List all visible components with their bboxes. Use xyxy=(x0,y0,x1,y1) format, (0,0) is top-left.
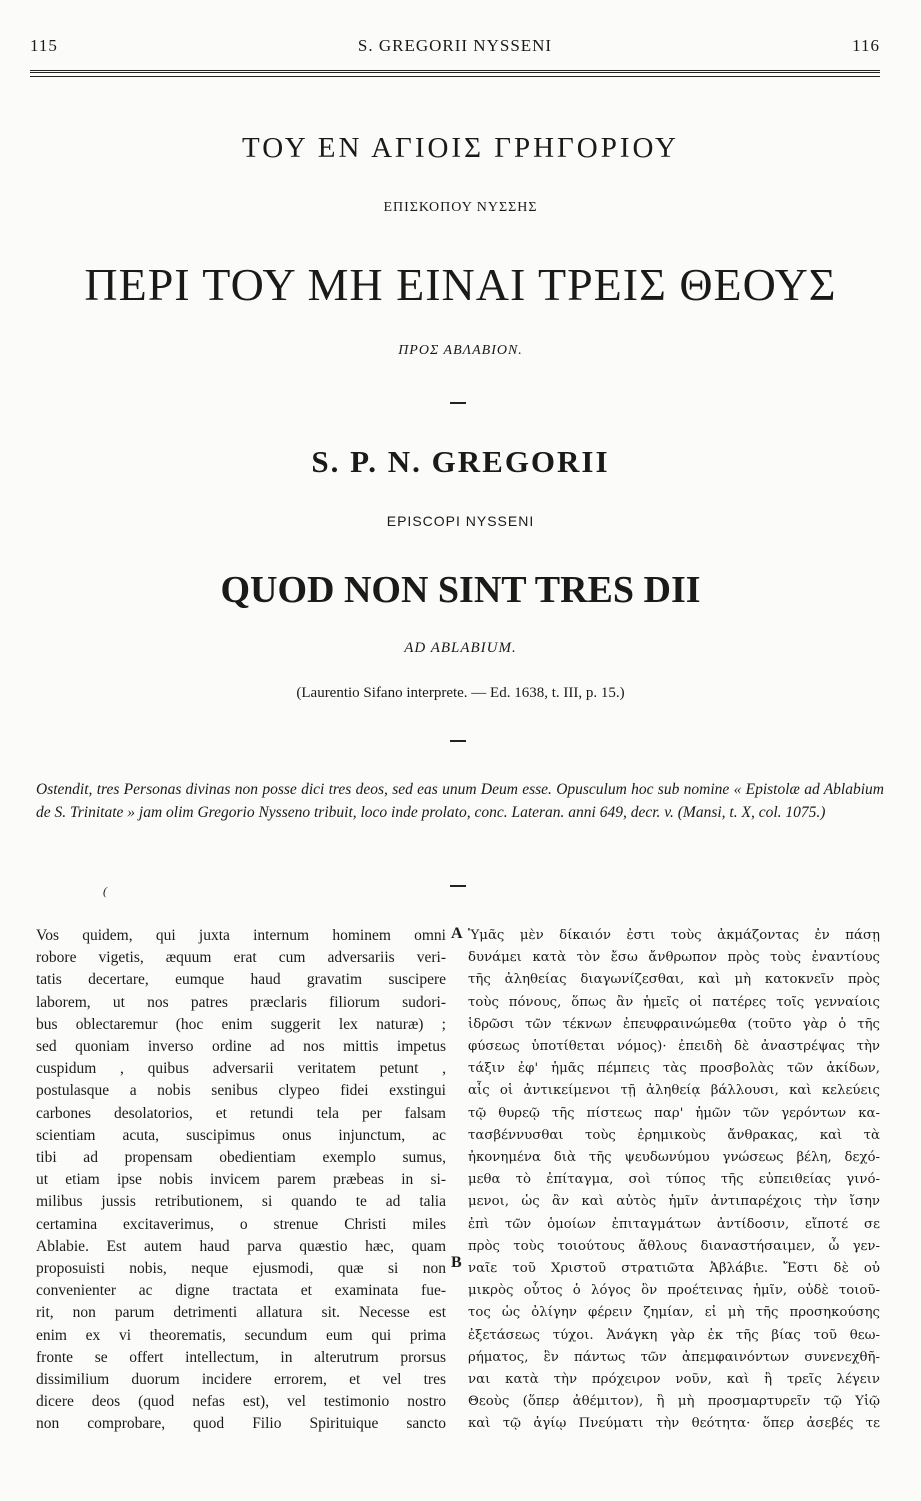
text-line: proposuisti nobis, neque ejusmodi, quæ si non xyxy=(36,1260,446,1278)
margin-marker-b: B xyxy=(451,1254,462,1271)
text-line: αἷς οἱ ἀντικείμενοι τῇ ἀληθείᾳ βάλλουσι, καὶ κελεύεις xyxy=(468,1083,880,1099)
text-line: certamina excitaverimus, o strenue Christi miles xyxy=(36,1215,446,1233)
separator-dash xyxy=(450,885,466,887)
separator-dash xyxy=(450,740,466,742)
text-line: Θεοὺς (ὅπερ ἀθέμιτον), ἢ μὴ προσμαρτυρεῖν τῷ Υἱῷ xyxy=(468,1394,880,1410)
text-line: milibus jussis retributionem, si quando te ad talia xyxy=(36,1193,446,1211)
text-line: enim ex vi theorematis, secundum eum qui prima xyxy=(36,1326,446,1344)
latin-title-line1: S. P. N. GREGORII xyxy=(311,444,610,479)
text-line: scientiam acuta, suscipimus onus injunctum, ac xyxy=(36,1126,446,1144)
argument-summary: Ostendit, tres Personas divinas non posse dici tres deos, sed eas unum Deum esse. Opusculum hoc sub nomine « Epistolæ ad Ablabium de S. Trinitate » jam olim Gregorio Nysseno tribuit, loco inde prolato, conc. Lateran. anni 649, decr. v. (Mansi, t. X, col. 1075.) xyxy=(36,781,884,821)
latin-column xyxy=(36,925,446,1436)
text-line: πρὸς τοὺς τοιούτους ἄθλους διαναστήσαιμεν, ὦ γεν- xyxy=(468,1238,880,1254)
text-line: τοὺς πόνους, ὅπως ἂν ἡμεῖς οἱ πατέρες τοῖς γενναίοις xyxy=(468,994,880,1010)
latin-main-title: QUOD NON SINT TRES DII xyxy=(220,569,701,611)
text-line: ἐπὶ τῶν ὁμοίων ἐπιταγμάτων ἀντίδοσιν, εἴποτέ σε xyxy=(468,1216,880,1232)
text-line: dissimilium duorum incidere errorem, et vel tres xyxy=(36,1371,446,1389)
text-line: ναι κατὰ τὴν πρόχειρον νοῦν, καὶ ἢ τρεῖς λέγειν xyxy=(468,1372,880,1388)
text-line: τάξιν ἐφ' ἡμᾶς πέμπεις τὰς προσβολὰς τῶν ἀκίδων, xyxy=(468,1061,880,1077)
text-line: postulasque a nobis senibus clypeo fidei exstingui xyxy=(36,1082,446,1100)
text-line: ἠκονημένα διὰ τῆς ψευδωνύμου γνώσεως βέλη, δεχό- xyxy=(468,1150,880,1166)
greek-main-title: ΠΕΡΙ ΤΟΥ ΜΗ ΕΙΝΑΙ ΤΡΕΙΣ ΘΕΟΥΣ xyxy=(84,259,837,310)
text-line: fronte se offert intellectum, in alterutrum prorsus xyxy=(36,1348,446,1366)
text-line: non comprobare, quod Filio Spirituique sancto xyxy=(36,1415,446,1433)
margin-marker-a: A xyxy=(451,925,463,942)
text-line: τος ὡς ὀλίγην φέρειν ζημίαν, εἰ μὴ τῆς προσηκούσης xyxy=(468,1305,880,1321)
text-line: μεθα τὸ ἐπίταγμα, σοὶ τύπος τῆς εὐπειθείας γινό- xyxy=(468,1172,880,1188)
text-line: φύσεως ὑποτίθεται νόμος)· ἐπειδὴ δὲ ἀναστρέψας τὴν xyxy=(468,1039,880,1055)
text-line: ut etiam ipse nobis invicem parem præbeas in si- xyxy=(36,1171,446,1189)
page-number-right: 116 xyxy=(852,36,880,55)
text-line: ναῖε τοῦ Χριστοῦ στρατιῶτα Ἀβλάβιε. Ἔστι δὲ οὐ xyxy=(468,1261,880,1277)
text-line: μενοι, ὡς ἂν καὶ αὐτὸς ἡμῖν ἀντιπαρέχοις τὴν ἴσην xyxy=(468,1194,880,1210)
latin-title-line2: EPISCOPI NYSSENI xyxy=(386,513,535,529)
text-line: laborem, ut nos patres præclaris filiorum sudori- xyxy=(36,993,446,1011)
text-line: carbones desolatorios, et retundi tela per falsam xyxy=(36,1104,446,1122)
text-line: τῆς ἀληθείας διαγωνίζεσθαι, καὶ μὴ κατοκνεῖν πρὸς xyxy=(468,972,880,988)
edition-note: (Laurentio Sifano interprete. — Ed. 1638, t. III, p. 15.) xyxy=(296,685,625,701)
greek-title-line2: ΕΠΙΣΚΟΠΟΥ ΝΥΣΣΗΣ xyxy=(383,200,538,215)
text-line: cuspidum , quibus adversarii veritatem petunt , xyxy=(36,1060,446,1078)
text-line: ἱδρῶσι τῶν τέκνων ἐπευφραινώμεθα (τοῦτο γὰρ ὁ τῆς xyxy=(468,1016,880,1032)
text-line: robore vigetis, æquum erat cum adversariis veri- xyxy=(36,949,446,967)
text-line: sed quoniam inverso ordine ad nos mittis impetus xyxy=(36,1038,446,1056)
text-line: μικρὸς οὗτος ὁ λόγος ὃν προέτεινας ἡμῖν, οὐδὲ τοιοῦ- xyxy=(468,1283,880,1299)
text-line: ρήματος, ἓν πάντως τῶν ἀπεμφαινόντων συνενεχθῆ- xyxy=(468,1349,880,1365)
greek-column xyxy=(468,925,880,1436)
latin-subtitle: AD ABLABIUM. xyxy=(404,640,517,656)
running-title: S. GREGORII NYSSENI xyxy=(357,36,553,55)
text-line: Ablabie. Est autem haud parva quæstio hæc, quam xyxy=(36,1237,446,1255)
stray-mark: ( xyxy=(103,884,107,898)
text-line: tibi ad propensam obedientiam exemplo sumus, xyxy=(36,1149,446,1167)
separator-dash xyxy=(450,402,466,404)
text-line: τῷ θυρεῷ τῆς πίστεως παρ' ἡμῶν τῶν γερόντων κα- xyxy=(468,1105,880,1121)
text-line: δυνάμει κατὰ τὸν ἔσω ἄνθρωπον πρὸς τοὺς ἐναντίους xyxy=(468,950,880,966)
text-line: tatis decertare, eumque haud gravatim suscipere xyxy=(36,971,446,989)
running-header xyxy=(30,36,880,66)
greek-title-line1: ΤΟΥ ΕΝ ΑΓΙΟΙΣ ΓΡΗΓΟΡΙΟΥ xyxy=(242,132,679,164)
text-line: dicere deos (quod nefas est), vel testimonio nostro xyxy=(36,1393,446,1411)
text-line: Vos quidem, qui juxta internum hominem omni xyxy=(36,927,446,944)
text-line: Ὑμᾶς μὲν δίκαιόν ἐστι τοὺς ἀκμάζοντας ἐν πάσῃ xyxy=(468,928,880,943)
header-rule xyxy=(30,70,880,77)
text-line: τασβέννυσθαι τοὺς ἐρημικοὺς ἄνθρακας, καὶ τὰ xyxy=(468,1127,880,1143)
text-line: καὶ τῷ ἁγίῳ Πνεύματι τὴν θεότητα· ὅπερ ἀσεβές τε xyxy=(468,1416,880,1432)
text-line: bus oblectaremur (hoc enim suggerit lex naturæ) ; xyxy=(36,1015,446,1033)
greek-subtitle: ΠΡΟΣ ΑΒΛΑΒΙΟΝ. xyxy=(398,343,523,358)
text-line: ἐξετάσεως τύχοι. Ἀνάγκη γὰρ ἐκ τῆς βίας τοῦ θεω- xyxy=(468,1327,880,1343)
text-line: convenienter ac digne tractata et examinata fue- xyxy=(36,1282,446,1300)
page-number-left: 115 xyxy=(30,36,58,55)
text-line: rit, non parum detrimenti allatura sit. Necesse est xyxy=(36,1304,446,1322)
